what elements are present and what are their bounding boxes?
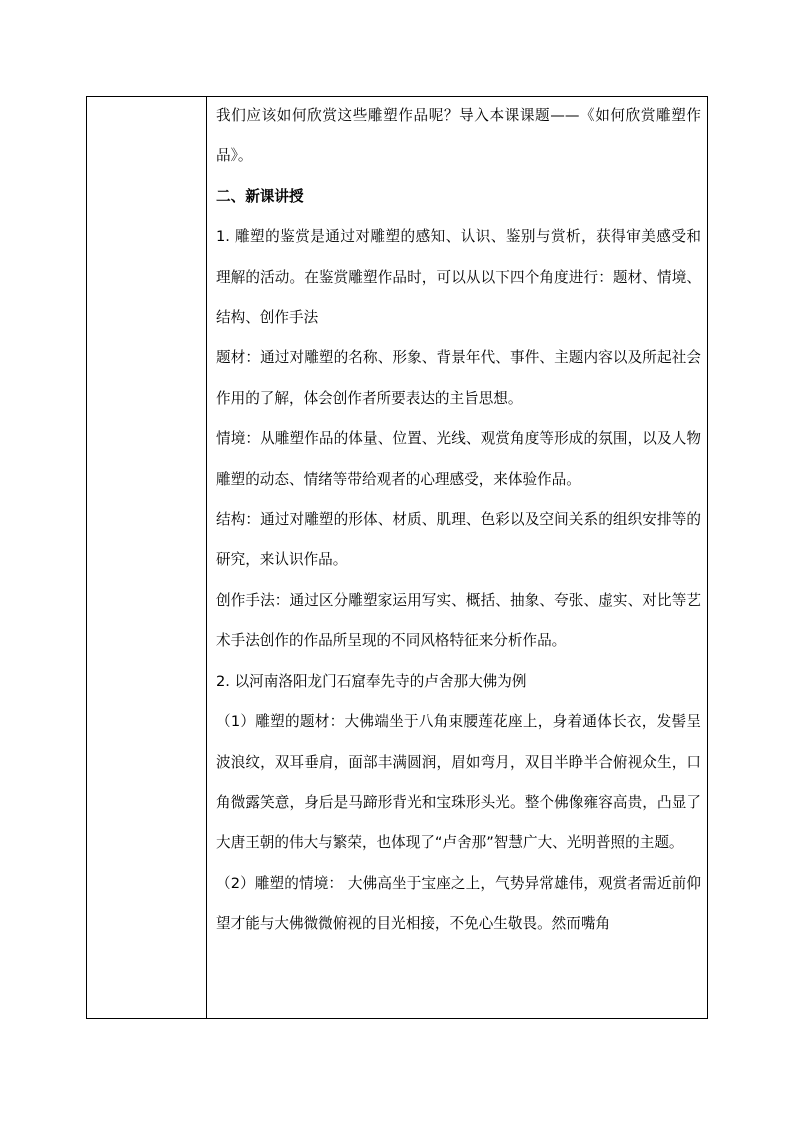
- point-1-paragraph: 1. 雕塑的鉴赏是通过对雕塑的感知、认识、鉴别与赏析，获得审美感受和理解的活动。在鉴赏雕塑作品时，可以从以下四个角度进行：题材、情境、结构、创作手法: [216, 228, 701, 327]
- section-heading: 二、新课讲授: [216, 187, 304, 205]
- theme-paragraph: 题材：通过对雕塑的名称、形象、背景年代、事件、主题内容以及所起社会作用的了解，体会创作者所要表达的主旨思想。: [216, 349, 701, 407]
- structure-paragraph: 结构：通过对雕塑的形体、材质、肌理、色彩以及空间关系的组织安排等的研究，来认识作品。: [216, 511, 701, 569]
- point-2-paragraph: 2. 以河南洛阳龙门石窟奉先寺的卢舍那大佛为例: [216, 672, 527, 690]
- lesson-plan-table: [86, 96, 708, 1019]
- table-left-column: [87, 97, 207, 1018]
- intro-paragraph: 我们应该如何欣赏这些雕塑作品呢？导入本课课题——《如何欣赏雕塑作品》。: [216, 107, 701, 165]
- situation-paragraph: 情境：从雕塑作品的体量、位置、光线、观赏角度等形成的氛围，以及人物雕塑的动态、情绪等带给观者的心理感受，来体验作品。: [216, 430, 701, 488]
- sub-point-1-paragraph: （1）雕塑的题材：大佛端坐于八角束腰莲花座上，身着通体长衣，发髻呈波浪纹，双耳垂肩，面部丰满圆润，眉如弯月，双目半睁半合俯视众生，口角微露笑意，身后是马蹄形背光和宝珠形头光。整个佛像雍容高贵，凸显了大唐王朝的伟大与繁荣，也体现了“卢舍那”智慧广大、光明普照的主题。: [216, 713, 701, 852]
- technique-paragraph: 创作手法：通过区分雕塑家运用写实、概括、抽象、夸张、虚实、对比等艺术手法创作的作品所呈现的不同风格特征来分析作品。: [216, 591, 701, 650]
- sub-point-2-paragraph: （2）雕塑的情境： 大佛高坐于宝座之上，气势异常雄伟，观赏者需近前仰望才能与大佛微微俯视的目光相接，不免心生敬畏。然而嘴角: [216, 874, 701, 933]
- table-content-column: [207, 97, 707, 1018]
